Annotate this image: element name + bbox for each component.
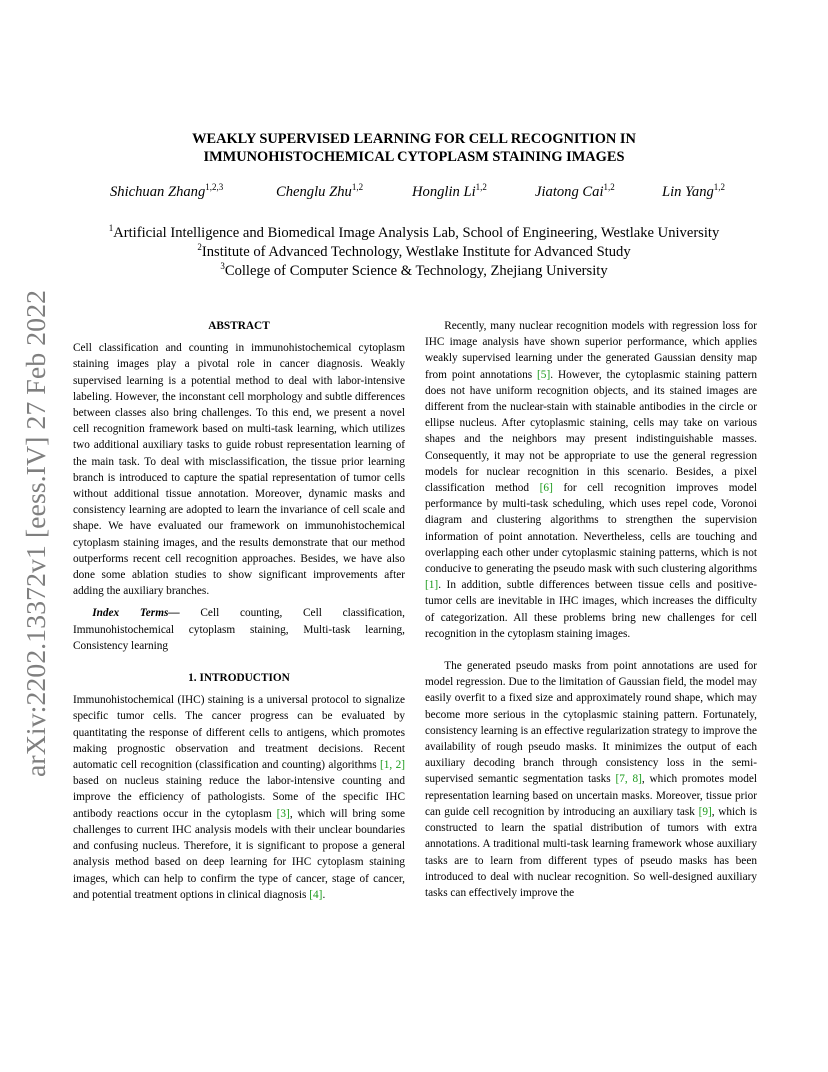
- affiliation: $^3$College of Computer Science & Technology, Zhejiang University: [220, 261, 608, 279]
- author: Honglin Li$^{1,2}$: [412, 182, 487, 200]
- citation-link[interactable]: [5]: [537, 368, 551, 381]
- arxiv-identifier-text: arXiv:2202.13372v1 [eess.IV] 27 Feb 2022: [21, 306, 51, 777]
- author: Jiatong Cai$^{1,2}$: [535, 182, 615, 200]
- citation-link[interactable]: [9]: [698, 805, 712, 818]
- left-column: [73, 318, 405, 903]
- index-terms-label: Index Terms—: [92, 607, 180, 620]
- affiliations: [40, 224, 788, 281]
- affiliation: $^1$Artificial Intelligence and Biomedical Image Analysis Lab, School of Engineering, Westlake University: [108, 223, 720, 241]
- citation-link[interactable]: [7, 8]: [615, 773, 642, 786]
- affiliation: $^2$Institute of Advanced Technology, Westlake Institute for Advanced Study: [197, 242, 631, 260]
- index-terms: [73, 605, 405, 654]
- index-terms-text: Cell counting, Cell classification, Immunohistochemical cytoplasm staining, Multi-task learning, Consistency learning: [73, 607, 405, 652]
- author: Lin Yang$^{1,2}$: [662, 182, 726, 200]
- body-paragraph: Recently, many nuclear recognition models with regression loss for IHC image analysis have shown superior performance, which applies weakly supervised learning under the generated Gaussian density map from point annotations [5]. However, the cytoplasmic staining pattern does not have uniform recognition objects, and its stained images are different from the nuclear-stain with stainable antibodies in the circle or ellipse nucleus. After cytoplasmic staining, cells may take on various shapes and the neighbors may present indistinguishable masses. Consequently, it may not be appropriate to use the general regression models for nuclear recognition in this scenario. Besides, a pixel classification method [6] for cell recognition improves model performance by multi-task scheduling, which uses repel code, Voronoi diagram and clustering algorithms to strengthen the supervision information of point annotation. Nevertheless, cells are touching and overlapping each other under cytoplasmic staining patterns, which is not conducive to generating the pseudo mask with such clustering algorithms [1]. In addition, subtle differences between tissue cells and positive-tumor cells are inevitable in IHC images, which increases the difficulty of categorization. All these problems bring new challenges for cell recognition in the cytoplasm staining images.: [425, 320, 758, 640]
- abstract-heading: ABSTRACT: [208, 320, 270, 332]
- citation-link[interactable]: [1, 2]: [380, 759, 405, 772]
- citation-link[interactable]: [3]: [276, 807, 290, 820]
- author: Chenglu Zhu$^{1,2}$: [276, 182, 364, 200]
- citation-link[interactable]: [6]: [539, 482, 553, 495]
- citation-link[interactable]: [1]: [425, 579, 439, 592]
- arxiv-identifier: [18, 290, 54, 780]
- author: Shichuan Zhang$^{1,2,3}$: [110, 182, 224, 200]
- right-column: [425, 318, 757, 901]
- intro-paragraph: Immunohistochemical (IHC) staining is a universal protocol to signalize specific tumor cells. The cancer progress can be evaluated by quantitating the response of different cells to antigens, which promotes making prognostic observation and treatment decisions. Recent automatic cell recognition (classification and counting) algorithms [1, 2] based on nucleus staining reduce the labor-intensive counting and improve the efficiency of pathologists. Some of the specific IHC antibody reactions occur in the cytoplasm [3], which will bring some challenges to current IHC analysis models with their unclear boundaries and confusing nucleus. Therefore, it is significant to propose a general analysis method based on deep learning for IHC cytoplasm staining images, which can help to confirm the type of cancer, stage of cancer, and potential treatment options in clinical diagnosis [4].: [73, 694, 405, 901]
- introduction-heading: 1. INTRODUCTION: [188, 672, 290, 685]
- paper-title: [100, 130, 728, 166]
- body-paragraph: The generated pseudo masks from point annotations are used for model regression. Due to the limitation of Gaussian field, the model may easily overfit to a fixed size and approximately round shape, which may become more serious in the cytoplasmic staining pattern. Fortunately, consistency learning is an effective regularization strategy to improve the availability of rough pseudo masks. It minimizes the output of each auxiliary decoding branch through consistency loss in the semi-supervised semantic segmentation tasks [7, 8], which promotes model representation learning based on uncertain masks. Moreover, tissue prior can guide cell recognition by introducing an auxiliary task [9], which is constructed to learn the spatial distribution of tumors with extra annotations. A traditional multi-task learning framework whose auxiliary tasks are to learn from different types of pseudo masks has been introduced to deal with nuclear recognition. So well-designed auxiliary tasks can effectively improve the: [425, 660, 757, 899]
- citation-link[interactable]: [4]: [309, 888, 323, 901]
- abstract-text: Cell classification and counting in immunohistochemical cytoplasm staining images play a pivotal role in cancer diagnosis. Weakly supervised learning is a potential method to deal with labor-intensive labeling. However, the inconstant cell morphology and subtle differences between classes also bring challenges. To this end, we present a novel cell recognition framework based on multi-task learning, which utilizes two additional auxiliary tasks to guide robust representation learning of the main task. To deal with misclassification, the tissue prior learning branch is introduced to capture the spatial representation of tumor cells without additional tissue annotation. Moreover, dynamic masks and consistency learning are adopted to learn the invariance of cell scale and shape. We have evaluated our framework on immunohistochemical cytoplasm staining images, and the results demonstrate that our method outperforms recent cell recognition approaches. Besides, we have also done some ablation studies to show significant improvements after adding the auxiliary branches.: [73, 342, 405, 598]
- title-line-1: WEAKLY SUPERVISED LEARNING FOR CELL RECOGNITION IN: [192, 131, 636, 147]
- title-line-2: IMMUNOHISTOCHEMICAL CYTOPLASM STAINING IMAGES: [203, 149, 625, 165]
